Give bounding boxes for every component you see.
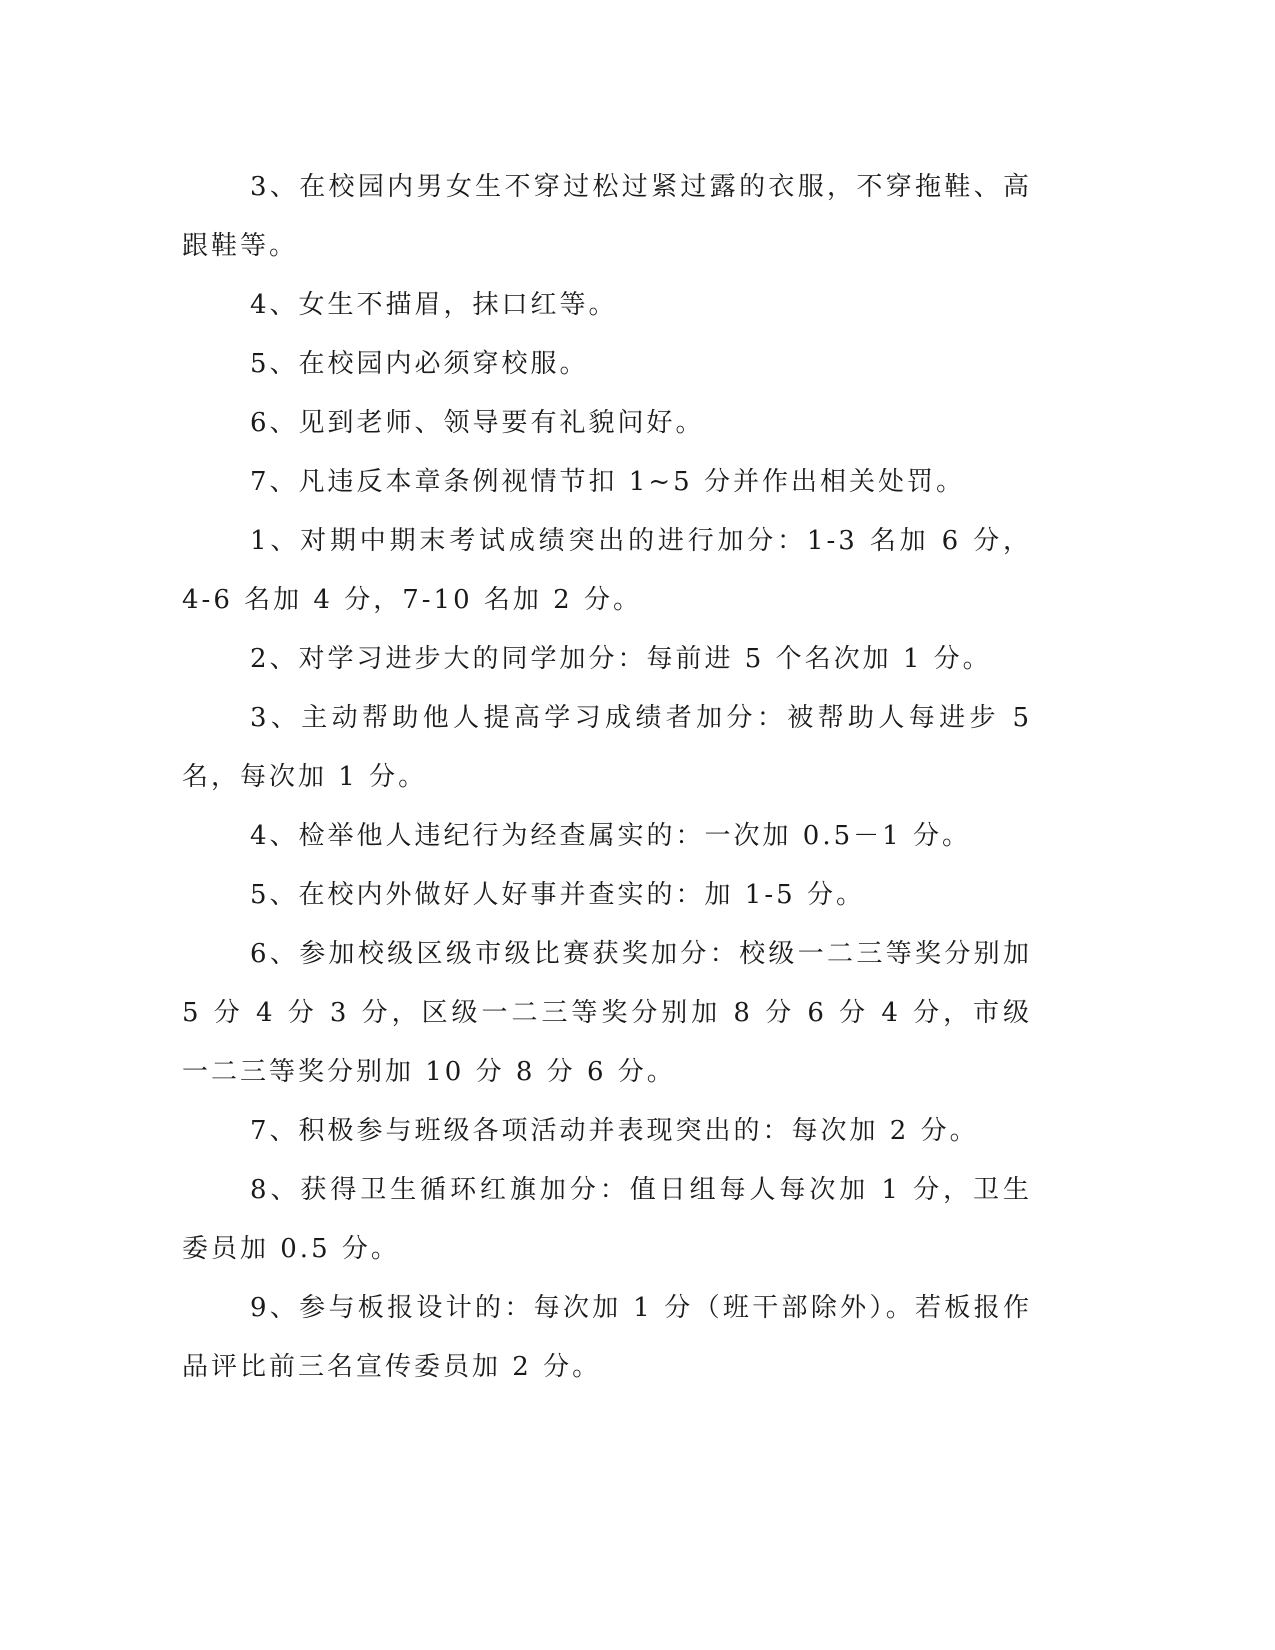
paragraph-hygiene-bonus: 8、获得卫生循环红旗加分：值日组每人每次加 1 分，卫生委员加 0.5 分。 [182,1175,1032,1264]
document-body [182,158,1032,1397]
paragraph-school-uniform: 5、在校园内必须穿校服。 [250,349,589,379]
paragraph-exam-bonus: 1、对期中期末考试成绩突出的进行加分：1-3 名加 6 分，4-6 名加 4 分，7-10 名加 2 分。 [182,526,1032,615]
paragraph-report-bonus: 4、检举他人违纪行为经查属实的：一次加 0.5－1 分。 [250,821,971,851]
paragraph-no-makeup: 4、女生不描眉，抹口红等。 [250,290,618,320]
paragraph-competition-bonus: 6、参加校级区级市级比赛获奖加分：校级一二三等奖分别加 5 分 4 分 3 分，区级一二三等奖分别加 8 分 6 分 4 分，市级一二三等奖分别加 10 分 8 分 6 分。 [182,939,1032,1087]
paragraph-activity-bonus: 7、积极参与班级各项活动并表现突出的：每次加 2 分。 [250,1116,979,1146]
paragraph-greet-teachers: 6、见到老师、领导要有礼貌问好。 [250,408,705,438]
paragraph-violation-penalty: 7、凡违反本章条例视情节扣 1~5 分并作出相关处罚。 [250,467,965,497]
paragraph-dress-code: 3、在校园内男女生不穿过松过紧过露的衣服，不穿拖鞋、高跟鞋等。 [182,172,1032,261]
paragraph-blackboard-bonus: 9、参与板报设计的：每次加 1 分（班干部除外）。若板报作品评比前三名宣传委员加 2 分。 [182,1293,1032,1382]
paragraph-progress-bonus: 2、对学习进步大的同学加分：每前进 5 个名次加 1 分。 [250,644,992,674]
paragraph-good-deeds-bonus: 5、在校内外做好人好事并查实的：加 1-5 分。 [250,880,865,910]
paragraph-helping-bonus: 3、主动帮助他人提高学习成绩者加分：被帮助人每进步 5 名，每次加 1 分。 [182,703,1032,792]
